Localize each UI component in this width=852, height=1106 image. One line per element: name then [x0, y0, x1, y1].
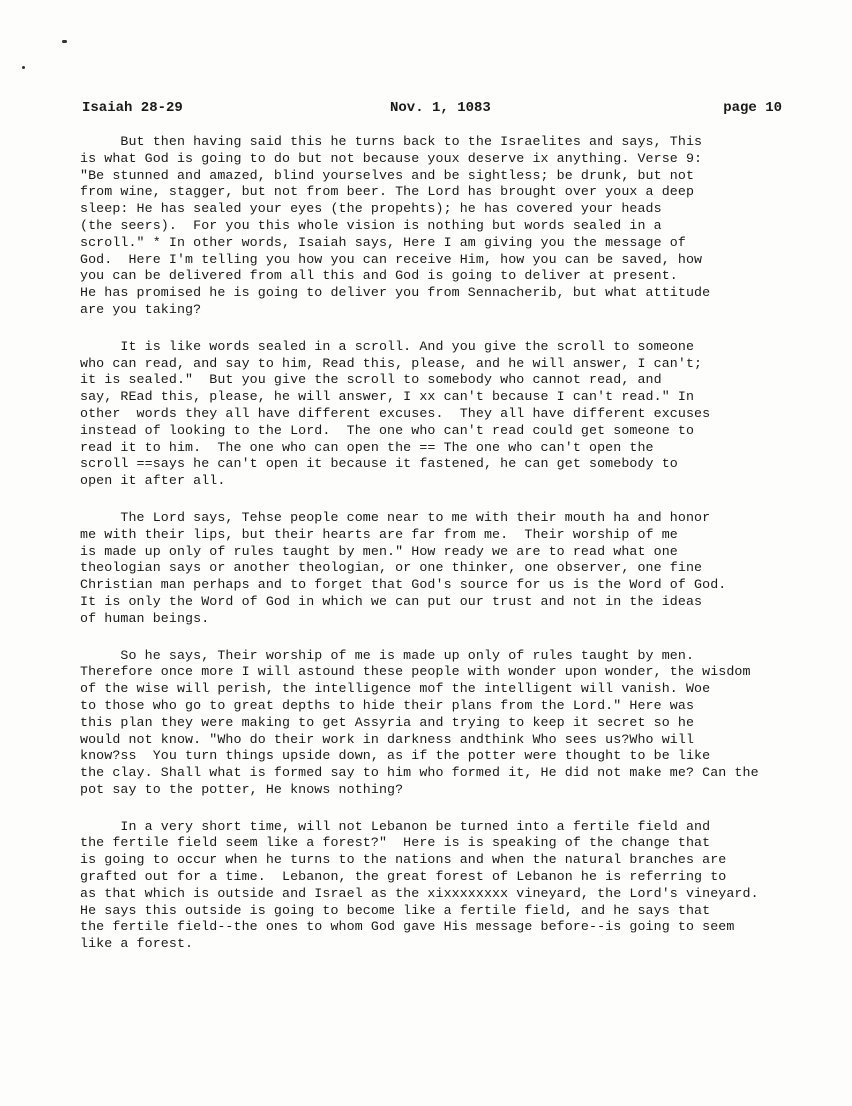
text-line: say, REad this, please, he will answer, I xx can't because I can't read." In	[80, 389, 695, 405]
text-line: But then having said this he turns back to the Israelites and says, This	[80, 134, 703, 149]
text-line: "Be stunned and amazed, blind yourselves and be sightless; be drunk, but not	[80, 167, 695, 183]
stray-mark	[22, 66, 25, 69]
text-line: the clay. Shall what is formed say to him who formed it, He did not make me? Can the	[80, 765, 759, 781]
text-line: theologian says or another theologian, or one thinker, one observer, one fine	[80, 560, 703, 576]
text-line: from wine, stagger, but not from beer. The Lord has brought over youx a deep	[80, 184, 695, 200]
document-body	[80, 134, 800, 973]
text-line: would not know. "Who do their work in darkness andthink Who sees us?Who will	[80, 731, 695, 747]
text-line: scroll." * In other words, Isaiah says, Here I am giving you the message of	[80, 234, 686, 250]
text-line: who can read, and say to him, Read this, please, and he will answer, I can't;	[80, 355, 703, 371]
text-line: He says this outside is going to become like a fertile field, and he says that	[80, 902, 711, 918]
text-line: is going to occur when he turns to the nations and when the natural branches are	[80, 852, 727, 868]
paragraph-4	[80, 648, 800, 799]
paragraph-3	[80, 510, 800, 628]
text-line: this plan they were making to get Assyria and trying to keep it secret so he	[80, 714, 695, 730]
page-number: page 10	[723, 100, 782, 116]
text-line: you can be delivered from all this and God is going to deliver at present.	[80, 268, 678, 284]
text-line: grafted out for a time. Lebanon, the great forest of Lebanon he is referring to	[80, 869, 727, 885]
text-line: He has promised he is going to deliver you from Sennacherib, but what attitude	[80, 285, 711, 301]
text-line: to those who go to great depths to hide their plans from the Lord." Here was	[80, 697, 695, 713]
text-line: the fertile field seem like a forest?" Here is is speaking of the change that	[80, 835, 711, 851]
text-line: instead of looking to the Lord. The one who can't read could get someone to	[80, 422, 695, 438]
text-line: know?ss You turn things upside down, as if the potter were thought to be like	[80, 748, 711, 764]
text-line: Christian man perhaps and to forget that God's source for us is the Word of God.	[80, 577, 727, 593]
text-line: scroll ==says he can't open it because it fastened, he can get somebody to	[80, 456, 678, 472]
paragraph-5	[80, 819, 800, 953]
text-line: other words they all have different excuses. They all have different excuses	[80, 405, 711, 421]
text-line: of the wise will perish, the intelligence mof the intelligent will vanish. Woe	[80, 681, 711, 697]
text-line: of human beings.	[80, 610, 210, 626]
document-title: Isaiah 28-29	[82, 100, 183, 116]
text-line: is what God is going to do but not because youx deserve ix anything. Verse 9:	[80, 150, 703, 166]
document-date: Nov. 1, 1083	[390, 100, 491, 116]
text-line: the fertile field--the ones to whom God gave His message before--is going to seem	[80, 919, 735, 935]
text-line: like a forest.	[80, 936, 194, 952]
text-line: The Lord says, Tehse people come near to me with their mouth ha and honor	[80, 509, 711, 525]
stray-mark	[62, 40, 67, 43]
text-line: it is sealed." But you give the scroll to somebody who cannot read, and	[80, 372, 662, 388]
text-line: pot say to the potter, He knows nothing?	[80, 781, 404, 797]
page-header	[82, 100, 782, 120]
text-line: as that which is outside and Israel as the xixxxxxxxx vineyard, the Lord's vineyard.	[80, 885, 759, 901]
text-line: are you taking?	[80, 301, 202, 317]
text-line: It is like words sealed in a scroll. And you give the scroll to someone	[80, 338, 695, 354]
text-line: open it after all.	[80, 473, 226, 489]
text-line: So he says, Their worship of me is made up only of rules taught by men.	[80, 647, 695, 663]
text-line: sleep: He has sealed your eyes (the propehts); he has covered your heads	[80, 201, 662, 217]
text-line: me with their lips, but their hearts are far from me. Their worship of me	[80, 526, 678, 542]
text-line: read it to him. The one who can open the == The one who can't open the	[80, 439, 654, 455]
text-line: Therefore once more I will astound these people with wonder upon wonder, the wisdom	[80, 664, 751, 680]
text-line: God. Here I'm telling you how you can receive Him, how you can be saved, how	[80, 251, 703, 267]
text-line: In a very short time, will not Lebanon be turned into a fertile field and	[80, 818, 711, 834]
paragraph-1	[80, 134, 800, 319]
text-line: (the seers). For you this whole vision is nothing but words sealed in a	[80, 217, 662, 233]
text-line: is made up only of rules taught by men." How ready we are to read what one	[80, 543, 678, 559]
paragraph-2	[80, 339, 800, 490]
text-line: It is only the Word of God in which we can put our trust and not in the ideas	[80, 593, 703, 609]
